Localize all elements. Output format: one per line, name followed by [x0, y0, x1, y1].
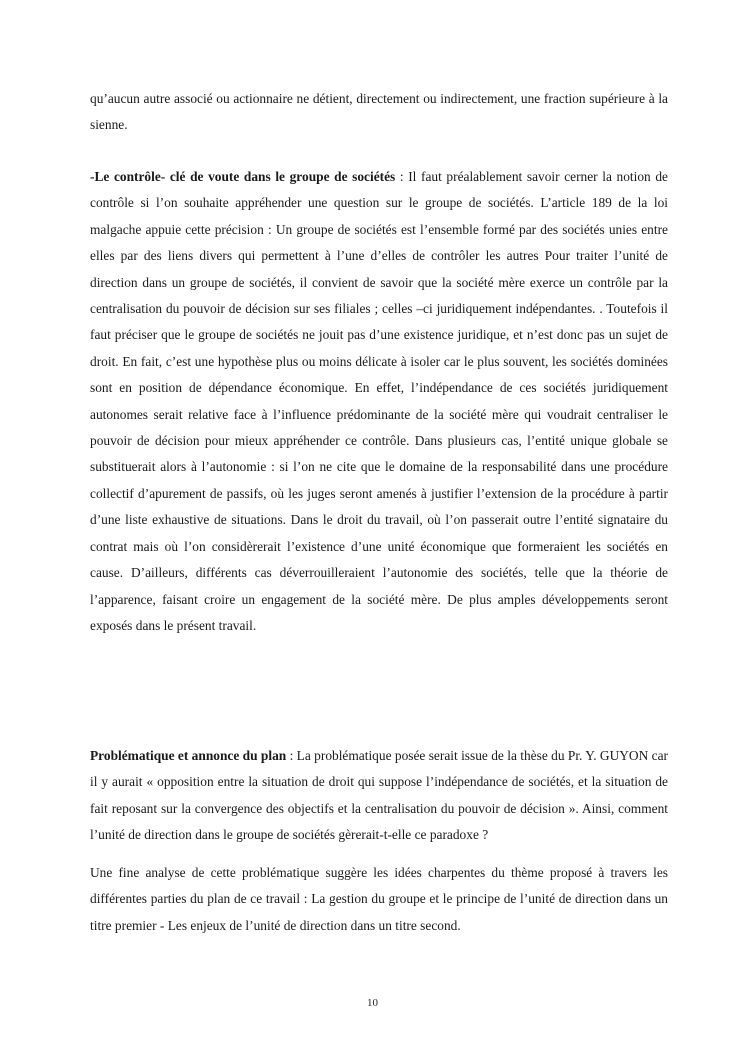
paragraph-heading-controle: -Le contrôle- clé de voute dans le groupe de sociétés	[90, 169, 396, 184]
paragraph-heading-problematique: Problématique et annonce du plan	[90, 748, 287, 763]
paragraph-problematique	[90, 743, 668, 849]
paragraph-continuation: qu’aucun autre associé ou actionnaire ne détient, directement ou indirectement, une fraction supérieure à la sienne.	[90, 91, 668, 133]
paragraph-controle	[90, 164, 668, 639]
page-number: 10	[367, 997, 378, 1009]
paragraph-plan: Une fine analyse de cette problématique suggère les idées charpentes du thème proposé à travers les différentes parties du plan de ce travail : La gestion du groupe et le principe de l’unité de direction dans un titre premier - Les enjeux de l’unité de direction dans un titre second.	[90, 865, 668, 933]
paragraph-body-problematique: : La problématique posée serait issue de la thèse du Pr. Y. GUYON car il y aurait « opposition entre la situation de droit qui suppose l’indépendance de sociétés, et la situation de fait reposant sur la convergence des objectifs et la centralisation du pouvoir de décision ». Ainsi, comment l’unité de direction dans le groupe de sociétés gèrerait-t-elle ce paradoxe ?	[90, 748, 668, 843]
paragraph-body-controle: : Il faut préalablement savoir cerner la notion de contrôle si l’on souhaite appréhender une question sur le groupe de sociétés. L’article 189 de la loi malgache appuie cette précision : Un groupe de sociétés est l’ensemble formé par des sociétés unies entre elles par des liens divers qui permettent à l’une d’elles de contrôler les autres Pour traiter l’unité de direction dans un groupe de sociétés, il convient de savoir que la société mère exerce un contrôle par la centralisation du pouvoir de décision sur ses filiales ; celles –ci juridiquement indépendantes. . Toutefois il faut préciser que le groupe de sociétés ne jouit pas d’une existence juridique, et n’est donc pas un sujet de droit. En fait, c’est une hypothèse plus ou moins délicate à isoler car le plus souvent, les sociétés dominées sont en position de dépendance économique. En effet, l’indépendance de ces sociétés juridiquement autonomes serait relative face à l’influence prédominante de la société mère qui voudrait centraliser le pouvoir de décision pour mieux appréhender ce contrôle. Dans plusieurs cas, l’entité unique globale se substituerait alors à l’autonomie : si l’on ne cite que le domaine de la responsabilité dans une procédure collectif d’apurement de passifs, où les juges seront amenés à justifier l’extension de la procédure à partir d’une liste exhaustive de situations. Dans le droit du travail, où l’on passerait outre l’entité signataire du contrat mais où l’on considèrerait l’existence d’une unité économique que formeraient les sociétés en cause. D’ailleurs, différents cas déverrouilleraient l’autonomie des sociétés, telle que la théorie de l’apparence, faisant croire un engagement de la société mère. De plus amples développements seront exposés dans le présent travail.	[90, 169, 668, 633]
